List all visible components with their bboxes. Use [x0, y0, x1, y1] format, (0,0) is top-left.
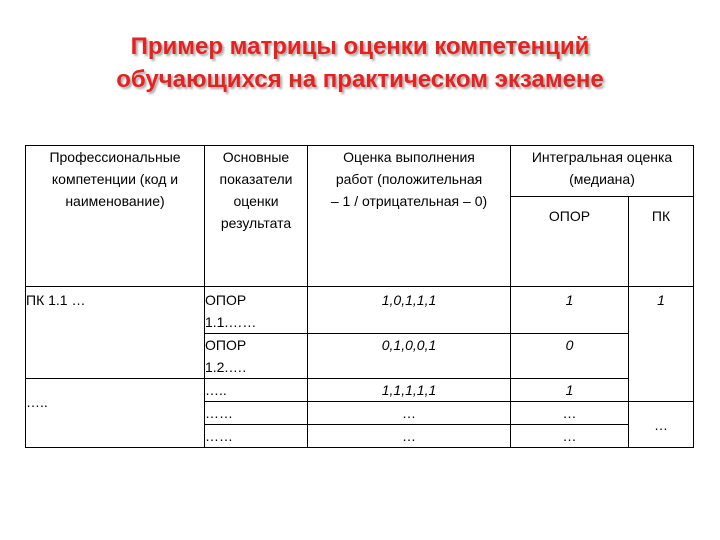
score-cell: 1,1,1,1,1 — [308, 379, 511, 402]
page-title — [0, 30, 720, 96]
competency-matrix-table — [25, 145, 694, 448]
indicator-cell: …… — [205, 425, 308, 448]
header-row — [26, 146, 694, 197]
median-opor-cell: 1 — [511, 287, 629, 334]
competency-cell: ПК 1.1 … — [26, 287, 205, 379]
score-cell: … — [308, 425, 511, 448]
title-line-2: обучающихся на практическом экзамене — [116, 66, 604, 93]
score-cell: … — [308, 402, 511, 425]
median-pk-cell: 1 — [629, 287, 694, 402]
score-cell: 1,0,1,1,1 — [308, 287, 511, 334]
header-performance-score: Оценка выполнения работ (положительная – 1 / отрицательная – 0) — [308, 146, 511, 287]
table-row — [26, 287, 694, 334]
median-opor-cell: … — [511, 402, 629, 425]
indicator-cell: ….. — [205, 379, 308, 402]
score-cell: 0,1,0,0,1 — [308, 334, 511, 379]
indicator-cell: …… — [205, 402, 308, 425]
median-opor-cell: … — [511, 425, 629, 448]
subheader-pk: ПК — [629, 197, 694, 287]
indicator-cell: ОПОР 1.1.…… — [205, 287, 308, 334]
competency-cell: ….. — [26, 379, 205, 448]
table-row — [26, 379, 694, 402]
header-indicators: Основные показатели оценки результата — [205, 146, 308, 287]
subheader-opor: ОПОР — [511, 197, 629, 287]
median-opor-cell: 1 — [511, 379, 629, 402]
indicator-cell: ОПОР 1.2.…. — [205, 334, 308, 379]
title-line-1: Пример матрицы оценки компетенций — [130, 33, 590, 60]
header-integral-score: Интегральная оценка (медиана) — [511, 146, 694, 197]
median-pk-cell: … — [629, 402, 694, 448]
header-competencies: Профессиональные компетенции (код и наименование) — [26, 146, 205, 287]
median-opor-cell: 0 — [511, 334, 629, 379]
